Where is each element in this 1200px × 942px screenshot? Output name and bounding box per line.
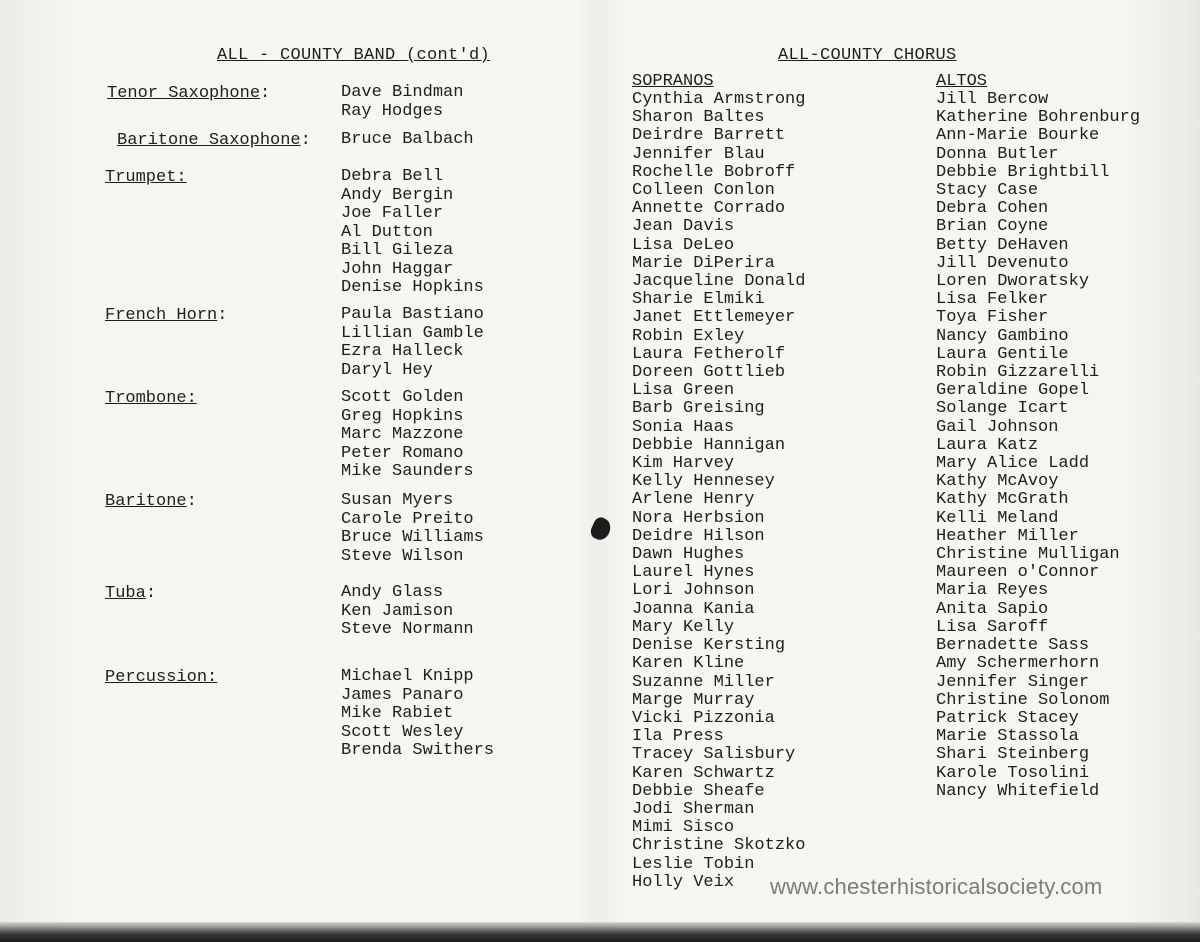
instrument-label bbox=[105, 306, 227, 325]
singer-name: Ann-Marie Bourke bbox=[936, 126, 1100, 146]
singer-name: Doreen Gottlieb bbox=[632, 363, 786, 383]
singer-name: Robin Exley bbox=[632, 326, 745, 346]
altos-heading: ALTOS bbox=[936, 72, 988, 91]
singer-name: Debbie Sheafe bbox=[632, 781, 765, 801]
singer-name: Holly Veix bbox=[632, 872, 735, 892]
musician-name: Mike Rabiet bbox=[341, 704, 454, 723]
singer-name: Janet Ettlemeyer bbox=[632, 308, 796, 328]
musician-name: Mike Saunders bbox=[341, 462, 474, 481]
singer-name: Lisa Saroff bbox=[936, 617, 1049, 637]
singer-name: Brian Coyne bbox=[936, 217, 1049, 237]
musician-name: Steve Normann bbox=[341, 620, 474, 639]
singer-name: Laura Fetherolf bbox=[632, 344, 786, 364]
band-title: ALL - COUNTY BAND (cont'd) bbox=[217, 46, 491, 65]
singer-name: Rochelle Bobroff bbox=[632, 162, 796, 182]
singer-name: Joanna Kania bbox=[632, 599, 755, 619]
instrument-label-text: Trumpet: bbox=[105, 168, 187, 187]
musician-names bbox=[341, 584, 474, 640]
instrument-label-text: Baritone Saxophone bbox=[117, 131, 301, 150]
instrument-label bbox=[117, 131, 311, 150]
musician-name: Andy Glass bbox=[341, 583, 444, 602]
sopranos-list bbox=[632, 91, 805, 892]
musician-names bbox=[341, 84, 463, 121]
singer-name: Amy Schermerhorn bbox=[936, 654, 1100, 674]
singer-name: Jennifer Blau bbox=[632, 144, 765, 164]
musician-name: Denise Hopkins bbox=[341, 278, 484, 297]
instrument-label bbox=[105, 668, 217, 687]
singer-name: Suzanne Miller bbox=[632, 672, 775, 692]
singer-name: Jill Bercow bbox=[936, 90, 1049, 109]
musician-name: Andy Bergin bbox=[341, 185, 454, 205]
musician-name: Paula Bastiano bbox=[341, 305, 484, 324]
singer-name: Christine Mulligan bbox=[936, 545, 1120, 565]
singer-name: Sharon Baltes bbox=[632, 108, 765, 128]
singer-name: Maureen o'Connor bbox=[936, 563, 1100, 583]
watermark: www.chesterhistoricalsociety.com bbox=[770, 874, 1103, 899]
musician-name: Brenda Swithers bbox=[341, 741, 495, 760]
singer-name: Mary Kelly bbox=[632, 617, 735, 637]
instrument-label-colon: : bbox=[217, 306, 228, 325]
instrument-label bbox=[105, 168, 187, 187]
instrument-label bbox=[107, 84, 270, 103]
musician-name: Marc Mazzone bbox=[341, 425, 464, 444]
instrument-label-text: Percussion: bbox=[105, 668, 218, 687]
singer-name: Mary Alice Ladd bbox=[936, 454, 1090, 474]
musician-names bbox=[341, 131, 474, 150]
musician-name: Ken Jamison bbox=[341, 601, 454, 621]
instrument-label-text: Trombone: bbox=[105, 389, 197, 408]
musician-name: Daryl Hey bbox=[341, 360, 433, 380]
singer-name: Karen Schwartz bbox=[632, 763, 775, 783]
singer-name: Debbie Hannigan bbox=[632, 435, 786, 455]
singer-name: Betty DeHaven bbox=[936, 235, 1069, 255]
singer-name: Kelli Meland bbox=[936, 508, 1059, 528]
musician-name: James Panaro bbox=[341, 685, 464, 705]
singer-name: Toya Fisher bbox=[936, 308, 1049, 328]
instrument-label-text: Baritone bbox=[105, 492, 187, 511]
singer-name: Kelly Hennesey bbox=[632, 472, 775, 492]
musician-names bbox=[341, 389, 474, 482]
singer-name: Christine Skotzko bbox=[632, 836, 806, 856]
singer-name: Nora Herbsion bbox=[632, 508, 765, 528]
singer-name: Maria Reyes bbox=[936, 581, 1049, 601]
musician-names bbox=[341, 306, 484, 380]
musician-name: Susan Myers bbox=[341, 491, 454, 510]
musician-name: Scott Wesley bbox=[341, 722, 464, 742]
singer-name: Kathy McAvoy bbox=[936, 472, 1059, 492]
singer-name: Annette Corrado bbox=[632, 199, 786, 219]
singer-name: Bernadette Sass bbox=[936, 636, 1090, 656]
singer-name: Arlene Henry bbox=[632, 490, 755, 510]
singer-name: Barb Greising bbox=[632, 399, 765, 419]
singer-name: Deirdre Barrett bbox=[632, 126, 786, 146]
singer-name: Karen Kline bbox=[632, 654, 745, 674]
singer-name: Robin Gizzarelli bbox=[936, 363, 1100, 383]
sopranos-heading: SOPRANOS bbox=[632, 72, 714, 91]
musician-name: Lillian Gamble bbox=[341, 323, 484, 343]
singer-name: Solange Icart bbox=[936, 399, 1069, 419]
instrument-label-text: Tenor Saxophone bbox=[107, 84, 261, 103]
musician-name: Peter Romano bbox=[341, 443, 464, 463]
singer-name: Denise Kersting bbox=[632, 636, 786, 656]
instrument-label bbox=[105, 389, 197, 408]
musician-names bbox=[341, 168, 484, 298]
singer-name: Cynthia Armstrong bbox=[632, 90, 806, 109]
singer-name: Donna Butler bbox=[936, 144, 1059, 164]
singer-name: Anita Sapio bbox=[936, 599, 1049, 619]
singer-name: Sonia Haas bbox=[632, 417, 735, 437]
musician-name: Scott Golden bbox=[341, 388, 464, 407]
instrument-label-colon: : bbox=[300, 131, 311, 150]
singer-name: Lisa Green bbox=[632, 381, 735, 401]
singer-name: Sharie Elmiki bbox=[632, 290, 765, 310]
musician-name: Steve Wilson bbox=[341, 546, 464, 566]
chorus-title: ALL-COUNTY CHORUS bbox=[778, 46, 957, 65]
singer-name: Gail Johnson bbox=[936, 417, 1059, 437]
singer-name: Geraldine Gopel bbox=[936, 381, 1090, 401]
singer-name: Katherine Bohrenburg bbox=[936, 108, 1141, 128]
singer-name: Stacy Case bbox=[936, 181, 1039, 201]
musician-name: Ezra Halleck bbox=[341, 342, 464, 361]
musician-name: Bruce Williams bbox=[341, 528, 484, 547]
singer-name: Debbie Brightbill bbox=[936, 162, 1110, 182]
singer-name: Heather Miller bbox=[936, 526, 1079, 546]
instrument-label bbox=[105, 584, 156, 603]
singer-name: Ila Press bbox=[632, 727, 724, 747]
instrument-label-colon: : bbox=[145, 584, 157, 603]
instrument-label bbox=[105, 492, 197, 511]
singer-name: Debra Cohen bbox=[936, 199, 1049, 219]
singer-name: Lori Johnson bbox=[632, 581, 755, 601]
musician-name: Carole Preito bbox=[341, 509, 474, 529]
singer-name: Christine Solonom bbox=[936, 690, 1110, 710]
musician-names bbox=[341, 668, 494, 761]
singer-name: Jennifer Singer bbox=[936, 672, 1090, 692]
singer-name: Jacqueline Donald bbox=[632, 272, 806, 292]
singer-name: Deidre Hilson bbox=[632, 526, 765, 546]
singer-name: Jean Davis bbox=[632, 217, 735, 237]
instrument-label-text: Tuba bbox=[105, 584, 146, 603]
singer-name: Karole Tosolini bbox=[936, 763, 1090, 783]
instrument-label-colon: : bbox=[260, 84, 271, 103]
singer-name: Lisa DeLeo bbox=[632, 235, 735, 255]
singer-name: Marge Murray bbox=[632, 690, 755, 710]
instrument-label-colon: : bbox=[186, 492, 197, 511]
singer-name: Dawn Hughes bbox=[632, 545, 745, 565]
singer-name: Colleen Conlon bbox=[632, 181, 775, 201]
singer-name: Mimi Sisco bbox=[632, 818, 735, 838]
singer-name: Laurel Hynes bbox=[632, 563, 755, 583]
singer-name: Kathy McGrath bbox=[936, 490, 1069, 510]
musician-name: John Haggar bbox=[341, 259, 454, 279]
musician-name: Joe Faller bbox=[341, 204, 444, 223]
singer-name: Jodi Sherman bbox=[632, 799, 755, 819]
singer-name: Laura Gentile bbox=[936, 344, 1069, 364]
altos-list bbox=[936, 91, 1140, 801]
singer-name: Marie DiPerira bbox=[632, 253, 775, 273]
musician-name: Greg Hopkins bbox=[341, 406, 464, 426]
singer-name: Loren Dworatsky bbox=[936, 272, 1090, 292]
musician-name: Dave Bindman bbox=[341, 83, 464, 102]
page-bottom-edge bbox=[0, 922, 1200, 942]
singer-name: Marie Stassola bbox=[936, 727, 1079, 747]
singer-name: Lisa Felker bbox=[936, 290, 1049, 310]
singer-name: Patrick Stacey bbox=[936, 708, 1079, 728]
musician-name: Ray Hodges bbox=[341, 101, 444, 121]
musician-name: Michael Knipp bbox=[341, 667, 474, 686]
musician-name: Al Dutton bbox=[341, 222, 433, 242]
singer-name: Kim Harvey bbox=[632, 454, 735, 474]
singer-name: Shari Steinberg bbox=[936, 745, 1090, 765]
singer-name: Tracey Salisbury bbox=[632, 745, 796, 765]
singer-name: Vicki Pizzonia bbox=[632, 708, 775, 728]
singer-name: Laura Katz bbox=[936, 435, 1039, 455]
singer-name: Nancy Whitefield bbox=[936, 781, 1100, 801]
musician-names bbox=[341, 492, 484, 566]
singer-name: Jill Devenuto bbox=[936, 253, 1069, 273]
singer-name: Leslie Tobin bbox=[632, 854, 755, 874]
instrument-label-text: French Horn bbox=[105, 306, 218, 325]
musician-name: Bill Gileza bbox=[341, 241, 454, 260]
musician-name: Debra Bell bbox=[341, 167, 444, 186]
singer-name: Nancy Gambino bbox=[936, 326, 1069, 346]
musician-name: Bruce Balbach bbox=[341, 130, 474, 149]
